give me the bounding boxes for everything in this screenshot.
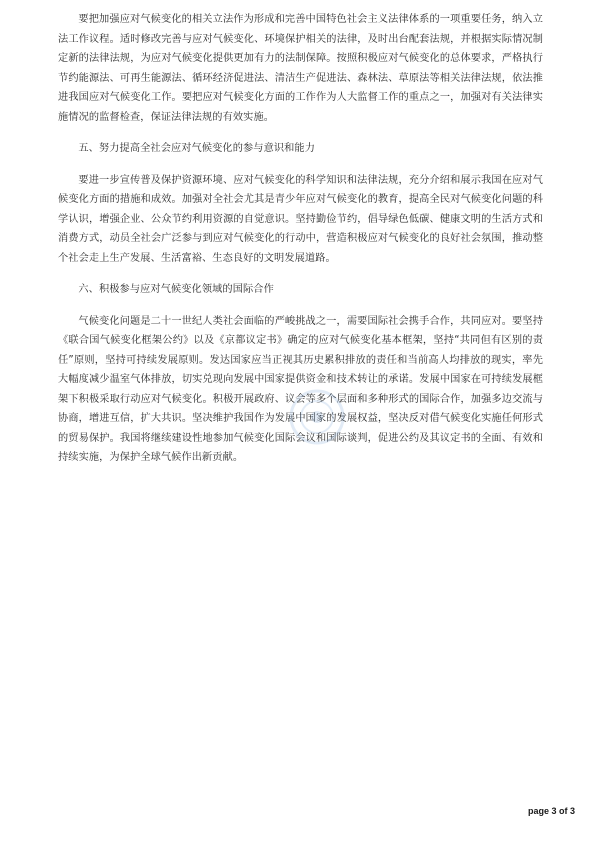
watermark-seal-icon: [286, 386, 348, 448]
paragraph-international-cooperation: 气候变化问题是二十一世纪人类社会面临的严峻挑战之一，需要国际社会携手合作，共同应对。要坚持《联合国气候变化框架公约》以及《京都议定书》确定的应对气候变化基本框架，坚持“共同但有区别的责任”原则，坚持可持续发展原则。发达国家应当正视其历史累积排放的责任和当前高人均排放的现实，率先大幅度减少温室气体排放，切实兑现向发展中国家提供资金和技术转让的承诺。发展中国家在可持续发展框架下积极采取行动应对气候变化。积极开展政府、议会等多个层面和多种形式的国际合作，加强多边交流与协商，增进互信，扩大共识。坚决维护我国作为发展中国家的发展权益，坚决反对借气候变化实施任何形式的贸易保护。我国将继续建设性地参加气候变化国际会议和国际谈判，促进公约及其议定书的全面、有效和持续实施，为保护全球气候作出新贡献。: [58, 315, 543, 463]
section-heading-five: 五、努力提高全社会应对气候变化的参与意识和能力: [78, 143, 316, 154]
paragraph-legislation: 要把加强应对气候变化的相关立法作为形成和完善中国特色社会主义法律体系的一项重要任务，纳入立法工作议程。适时修改完善与应对气候变化、环境保护相关的法律，及时出台配套法规，并根据实际情况制定新的法律法规，为应对气候变化提供更加有力的法制保障。按照积极应对气候变化的总体要求，严格执行节约能源法、可再生能源法、循环经济促进法、清洁生产促进法、森林法、草原法等相关法律法规，依法推进我国应对气候变化工作。要把应对气候变化方面的工作作为人大监督工作的重点之一，加强对有关法律实施情况的监督检查，保证法律法规的有效实施。: [58, 14, 543, 123]
section-heading-six: 六、积极参与应对气候变化领域的国际合作: [78, 284, 274, 295]
page-number: page 3 of 3: [527, 806, 575, 816]
paragraph-public-awareness: 要进一步宣传普及保护资源环境、应对气候变化的科学知识和法律法规，充分介绍和展示我国在应对气候变化方面的措施和成效。加强对全社会尤其是青少年应对气候变化的教育，提高全民对气候变化问题的科学认识，增强企业、公众节约利用资源的自觉意识。坚持勤俭节约，倡导绿色低碳、健康文明的生活方式和消费方式，动员全社会广泛参与到应对气候变化的行动中，营造积极应对气候变化的良好社会氛围，推动整个社会走上生产发展、生活富裕、生态良好的文明发展道路。: [58, 174, 543, 264]
